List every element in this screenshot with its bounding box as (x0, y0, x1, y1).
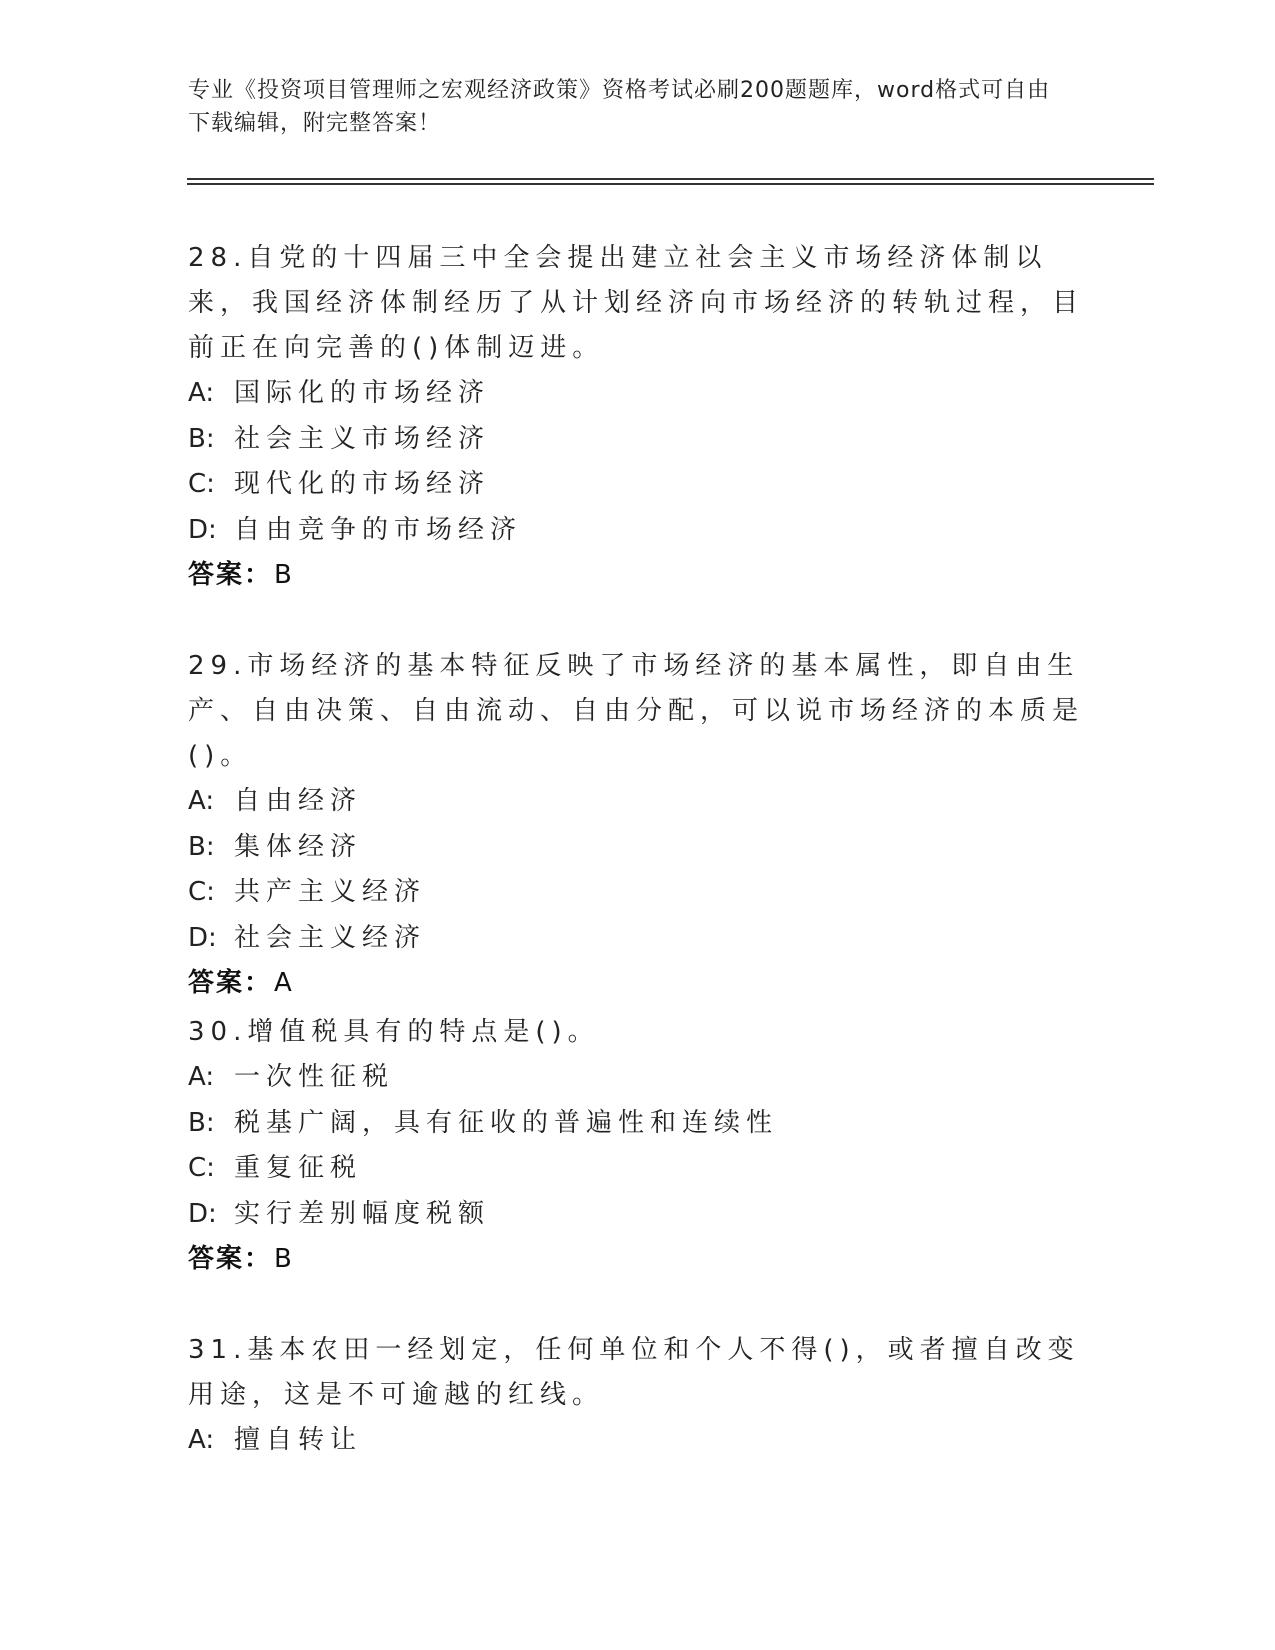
option-text: 社会主义经济 (234, 922, 427, 953)
option-text: 一次性征税 (234, 1062, 395, 1092)
option-letter: D: (188, 1198, 217, 1229)
option-a (188, 371, 1088, 417)
option-text: 社会主义市场经济 (234, 423, 491, 454)
question-stem: 30.增值税具有的特点是()。 (188, 1017, 600, 1047)
answer-label: 答案： (188, 1244, 273, 1274)
option-a (188, 1055, 1088, 1101)
option-text: 实行差别幅度税额 (234, 1198, 491, 1229)
question-31 (188, 1328, 1088, 1464)
answer-value: B (274, 560, 294, 590)
option-text: 现代化的市场经济 (234, 469, 491, 499)
question-stem: 28.自党的十四届三中全会提出建立社会主义市场经济体制以来，我国经济体制经历了从计划经济向市场经济的转轨过程，目前正在向完善的()体制迈进。 (188, 243, 1085, 363)
option-c (188, 1146, 1088, 1192)
option-letter: D: (188, 922, 217, 953)
option-letter: C: (188, 1153, 215, 1183)
option-text: 自由竞争的市场经济 (234, 514, 523, 545)
question-29 (188, 644, 1088, 1007)
option-b (188, 825, 1088, 871)
answer-label: 答案： (188, 560, 273, 590)
option-text: 自由经济 (234, 786, 363, 816)
option-text: 共产主义经济 (234, 877, 427, 907)
option-letter: D: (188, 514, 217, 545)
answer-label: 答案： (188, 968, 273, 998)
option-letter: A: (188, 786, 215, 816)
option-b (188, 417, 1088, 463)
option-letter: A: (188, 378, 215, 408)
question-stem: 31.基本农田一经划定，任何单位和个人不得()，或者擅自改变用途，这是不可逾越的红线。 (188, 1335, 1080, 1410)
option-d (188, 916, 1088, 962)
question-stem: 29.市场经济的基本特征反映了市场经济的基本属性，即自由生产、自由决策、自由流动、自由分配，可以说市场经济的本质是()。 (188, 651, 1085, 771)
option-letter: A: (188, 1062, 215, 1092)
answer-line (188, 961, 1088, 1007)
header-divider-bottom (187, 183, 1154, 185)
option-letter: C: (188, 469, 215, 499)
option-text: 擅自转让 (234, 1425, 363, 1455)
option-c (188, 870, 1088, 916)
answer-line (188, 553, 1088, 599)
option-letter: C: (188, 877, 215, 907)
answer-value: B (274, 1244, 294, 1274)
option-letter: B: (188, 423, 215, 454)
option-letter: B: (188, 1107, 215, 1138)
option-letter: B: (188, 831, 215, 862)
header-divider-top (187, 178, 1154, 180)
option-a (188, 779, 1088, 825)
question-30 (188, 1010, 1088, 1283)
option-a (188, 1418, 1088, 1464)
document-header: 专业《投资项目管理师之宏观经济政策》资格考试必刷200题题库，word格式可自由下载编辑，附完整答案！ (188, 78, 1051, 136)
option-text: 税基广阔，具有征收的普遍性和连续性 (234, 1107, 779, 1138)
answer-line (188, 1237, 1088, 1283)
option-d (188, 1192, 1088, 1238)
option-text: 重复征税 (234, 1153, 363, 1183)
option-b (188, 1101, 1088, 1147)
option-c (188, 462, 1088, 508)
question-28 (188, 236, 1088, 599)
answer-value: A (274, 968, 294, 998)
option-d (188, 508, 1088, 554)
option-letter: A: (188, 1425, 215, 1455)
option-text: 集体经济 (234, 831, 363, 862)
option-text: 国际化的市场经济 (234, 378, 491, 408)
